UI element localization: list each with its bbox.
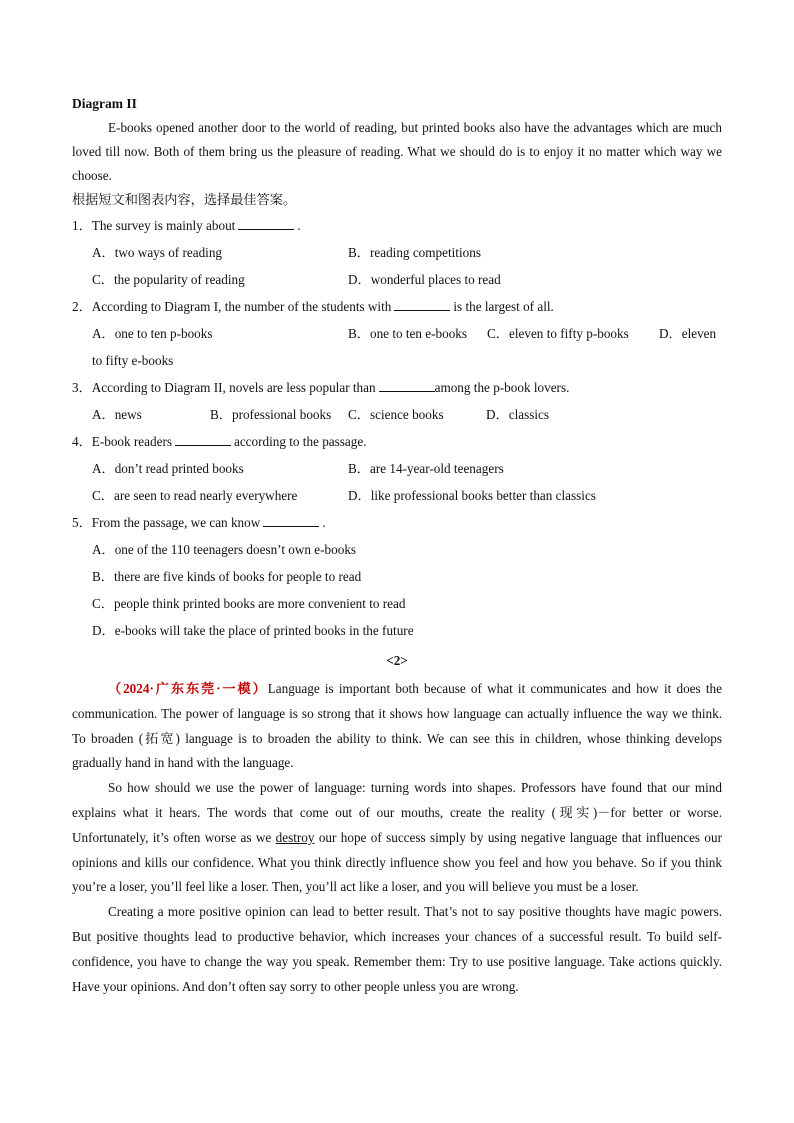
answer-blank[interactable] [175,432,231,446]
source-label: （2024·广东东莞·一模） [108,681,268,696]
answer-blank[interactable] [394,297,450,311]
intro-paragraph: E-books opened another door to the world of reading, but printed books also have the advantages which are much loved till now. Both of them bring us the pleasure of reading. What we should do is to enjoy it no matter which way we choose. [72,120,722,183]
passage2-paragraph-2: So how should we use the power of language: turning words into shapes. Professors have found that our mind explains what it hears. The words that come out of our mouths, create the reality (现实)－for better or worse. Unfortunately, it’s often worse as we destroy our hope of success simply by using negative language that influences our opinions and kills our confidence. What you think directly influence show you feel and how you behave. So if you think you’re a loser, you’ll feel like a loser. Then, you’ll act like a loser, and you will believe you must be a loser. [72,780,722,895]
passage2-paragraph-3: Creating a more positive opinion can lead to better result. That’s not to say positive thoughts have magic powers. But positive thoughts lead to productive behavior, which increases your chances of a successful result. To build self-confidence, you have to change the way you speak. Remember them: Try to use positive language. Take actions quickly. Have your opinions. And don’t often say sorry to other people unless you are wrong. [72,904,722,994]
question-2: 2．According to Diagram I, the number of the students with is the largest of all. [72,299,554,314]
worksheet-page [72,94,722,999]
option-d[interactable]: D．wonderful places to read [348,272,501,287]
option-d[interactable]: D．classics [486,407,549,422]
question-1: 1．The survey is mainly about . [72,218,301,233]
diagram-heading: Diagram II [72,96,137,111]
underlined-word: destroy [275,829,315,845]
option-b[interactable]: B．there are five kinds of books for people to read [92,569,362,584]
option-d[interactable]: D．like professional books better than classics [348,488,596,503]
option-c[interactable]: C．are seen to read nearly everywhere [92,488,298,503]
option-b[interactable]: B．one to ten e-books [348,326,468,341]
option-a[interactable]: A．one of the 110 teenagers doesn’t own e-books [92,542,357,557]
option-a[interactable]: A．one to ten p-books [92,326,213,341]
passage2-paragraph-1: （2024·广东东莞·一模）Language is important both because of what it communicates and how it does the communication. The power of language is so strong that it shows how language can actually influence the way we think. To broaden (拓宽) language is to broaden the ability to think. We can see this in children, whose thinking develops gradually hand in hand with the language. [72,681,722,771]
option-c[interactable]: C．science books [348,407,444,422]
option-b[interactable]: B．reading competitions [348,245,481,260]
option-a[interactable]: A．don’t read printed books [92,461,244,476]
option-a[interactable]: A．two ways of reading [92,245,223,260]
instruction: 根据短文和图表内容，选择最佳答案。 [72,192,297,207]
question-stem: 2．According to Diagram I, the number of the students with [72,299,392,314]
question-4-options [92,459,722,506]
option-c[interactable]: C．eleven to fifty p-books [487,326,629,341]
question-2-options [92,324,722,371]
section-number: <2> [386,653,408,668]
option-d[interactable]: D．e-books will take the place of printed books in the future [92,623,414,638]
question-stem: 1．The survey is mainly about [72,218,236,233]
option-c[interactable]: C．people think printed books are more convenient to read [92,596,406,611]
option-d[interactable]: D．eleven [659,326,717,341]
option-c[interactable]: C．the popularity of reading [92,272,245,287]
question-4: 4．E-book readers according to the passage. [72,434,367,449]
question-1-options [92,243,722,290]
option-b[interactable]: B．are 14-year-old teenagers [348,461,504,476]
question-3: 3．According to Diagram II, novels are less popular than among the p-book lovers. [72,380,570,395]
question-stem: 5．From the passage, we can know [72,515,261,530]
answer-blank[interactable] [379,378,435,392]
option-d-continued: to fifty e-books [92,353,174,368]
answer-blank[interactable] [238,216,294,230]
question-stem: 3．According to Diagram II, novels are less popular than [72,380,376,395]
question-3-options [92,405,722,425]
answer-blank[interactable] [263,513,319,527]
question-stem: 4．E-book readers [72,434,172,449]
option-a[interactable]: A．news [92,407,142,422]
question-5: 5．From the passage, we can know . [72,515,326,530]
question-5-options [92,540,722,641]
option-b[interactable]: B．professional books [210,407,332,422]
